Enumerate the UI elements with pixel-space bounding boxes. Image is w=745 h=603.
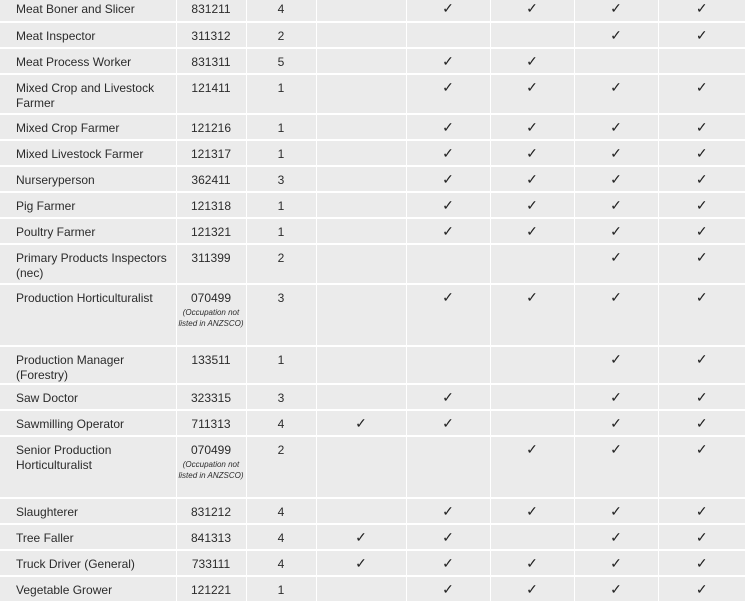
- check-cell-4: [574, 524, 658, 550]
- anzsco-code: 323315: [190, 391, 232, 405]
- checkmark-icon: ✓: [442, 79, 454, 95]
- level-cell: 5: [246, 48, 316, 74]
- checkmark-icon: ✓: [442, 503, 454, 519]
- checkmark-icon: ✓: [442, 415, 454, 431]
- occupation-cell: Mixed Crop Farmer: [0, 114, 176, 140]
- checkmark-icon: ✓: [695, 145, 708, 161]
- anzsco-code: 311399: [191, 251, 231, 265]
- checkmark-icon: ✓: [610, 223, 622, 239]
- occupation-cell: Mixed Livestock Farmer: [0, 140, 176, 166]
- level-cell: 4: [246, 410, 316, 436]
- check-cell-3: [490, 498, 574, 524]
- checkmark-icon: ✓: [526, 145, 538, 161]
- checkmark-icon: ✓: [695, 289, 708, 305]
- anzsco-code: 070499: [190, 291, 232, 305]
- checkmark-icon: ✓: [610, 171, 622, 187]
- checkmark-icon: ✓: [610, 581, 622, 597]
- anzsco-code: 311312: [191, 29, 231, 43]
- check-cell-2: [406, 284, 490, 346]
- occupation-cell: Mixed Crop and Livestock Farmer: [0, 74, 176, 114]
- checkmark-icon: ✓: [695, 503, 708, 519]
- checkmark-icon: ✓: [526, 223, 538, 239]
- check-cell-4: [574, 436, 658, 498]
- checkmark-icon: ✓: [610, 503, 622, 519]
- check-cell-4: [574, 244, 658, 284]
- table-row: [0, 436, 745, 498]
- code-note: (Occupation not listed in ANZSCO): [178, 460, 244, 480]
- check-cell-2: [406, 0, 490, 22]
- checkmark-icon: ✓: [442, 53, 454, 69]
- checkmark-icon: ✓: [695, 441, 708, 457]
- occupation-cell: Nurseryperson: [0, 166, 176, 192]
- code-cell: [176, 384, 246, 410]
- checkmark-icon: ✓: [695, 197, 708, 213]
- table-row: [0, 48, 745, 74]
- occupation-cell: Meat Inspector: [0, 22, 176, 48]
- table-row: [0, 550, 745, 576]
- check-cell-3: [490, 0, 574, 22]
- check-cell-1: [316, 22, 406, 48]
- checkmark-icon: ✓: [442, 555, 454, 571]
- code-cell: [176, 48, 246, 74]
- checkmark-icon: ✓: [695, 581, 708, 597]
- check-cell-2: [406, 498, 490, 524]
- check-cell-5: [658, 384, 745, 410]
- checkmark-icon: ✓: [526, 441, 538, 457]
- code-cell: [176, 346, 246, 384]
- table-row: [0, 114, 745, 140]
- level-cell: 4: [246, 0, 316, 22]
- code-cell: [176, 114, 246, 140]
- check-cell-3: [490, 346, 574, 384]
- occupation-cell: Saw Doctor: [0, 384, 176, 410]
- anzsco-code: 121216: [190, 121, 232, 135]
- checkmark-icon: ✓: [526, 197, 538, 213]
- level-cell: 1: [246, 192, 316, 218]
- check-cell-2: [406, 244, 490, 284]
- code-cell: [176, 0, 246, 22]
- code-cell: [176, 576, 246, 602]
- checkmark-icon: ✓: [695, 415, 708, 431]
- table-row: [0, 498, 745, 524]
- checkmark-icon: ✓: [610, 289, 622, 305]
- occupation-cell: Poultry Farmer: [0, 218, 176, 244]
- check-cell-1: [316, 48, 406, 74]
- check-cell-1: [316, 192, 406, 218]
- check-cell-2: [406, 140, 490, 166]
- check-cell-2: [406, 384, 490, 410]
- checkmark-icon: ✓: [610, 27, 622, 43]
- check-cell-5: [658, 346, 745, 384]
- check-cell-1: [316, 346, 406, 384]
- level-cell: 1: [246, 114, 316, 140]
- checkmark-icon: ✓: [526, 289, 538, 305]
- check-cell-3: [490, 74, 574, 114]
- check-cell-2: [406, 576, 490, 602]
- checkmark-icon: ✓: [610, 441, 622, 457]
- check-cell-1: [316, 244, 406, 284]
- checkmark-icon: ✓: [442, 529, 454, 545]
- checkmark-icon: ✓: [610, 119, 622, 135]
- level-cell: 1: [246, 218, 316, 244]
- checkmark-icon: ✓: [695, 119, 708, 135]
- check-cell-3: [490, 244, 574, 284]
- anzsco-code: 070499: [190, 443, 232, 457]
- checkmark-icon: ✓: [610, 249, 622, 265]
- table-row: [0, 284, 745, 346]
- occupation-cell: Pig Farmer: [0, 192, 176, 218]
- level-cell: 3: [246, 284, 316, 346]
- check-cell-1: [316, 74, 406, 114]
- check-cell-5: [658, 0, 745, 22]
- check-cell-1: [316, 384, 406, 410]
- anzsco-code: 711313: [191, 417, 231, 431]
- table-row: [0, 384, 745, 410]
- level-cell: 4: [246, 550, 316, 576]
- check-cell-1: [316, 436, 406, 498]
- anzsco-code: 121221: [190, 583, 232, 597]
- level-cell: 2: [246, 22, 316, 48]
- checkmark-icon: ✓: [355, 529, 367, 545]
- checkmark-icon: ✓: [695, 249, 708, 265]
- check-cell-2: [406, 48, 490, 74]
- check-cell-2: [406, 114, 490, 140]
- checkmark-icon: ✓: [695, 555, 708, 571]
- check-cell-3: [490, 218, 574, 244]
- code-cell: [176, 284, 246, 346]
- check-cell-4: [574, 218, 658, 244]
- check-cell-2: [406, 346, 490, 384]
- check-cell-2: [406, 550, 490, 576]
- checkmark-icon: ✓: [526, 53, 538, 69]
- checkmark-icon: ✓: [442, 289, 454, 305]
- anzsco-code: 133511: [191, 353, 231, 367]
- anzsco-code: 733111: [191, 557, 231, 571]
- check-cell-2: [406, 436, 490, 498]
- checkmark-icon: ✓: [442, 223, 454, 239]
- check-cell-5: [658, 114, 745, 140]
- check-cell-2: [406, 410, 490, 436]
- check-cell-1: [316, 498, 406, 524]
- code-note: (Occupation not listed in ANZSCO): [178, 308, 244, 328]
- check-cell-2: [406, 22, 490, 48]
- checkmark-icon: ✓: [610, 145, 622, 161]
- code-cell: [176, 436, 246, 498]
- checkmark-icon: ✓: [442, 145, 454, 161]
- check-cell-5: [658, 166, 745, 192]
- check-cell-4: [574, 576, 658, 602]
- check-cell-3: [490, 48, 574, 74]
- checkmark-icon: ✓: [526, 555, 538, 571]
- code-cell: [176, 192, 246, 218]
- checkmark-icon: ✓: [695, 0, 708, 16]
- check-cell-4: [574, 284, 658, 346]
- table-row: [0, 166, 745, 192]
- table-row: [0, 140, 745, 166]
- check-cell-1: [316, 0, 406, 22]
- code-cell: [176, 550, 246, 576]
- checkmark-icon: ✓: [610, 415, 622, 431]
- check-cell-4: [574, 192, 658, 218]
- table-row: [0, 576, 745, 602]
- occupation-cell: Meat Boner and Slicer: [0, 0, 176, 22]
- check-cell-4: [574, 550, 658, 576]
- checkmark-icon: ✓: [610, 389, 622, 405]
- check-cell-5: [658, 48, 745, 74]
- code-cell: [176, 166, 246, 192]
- check-cell-3: [490, 192, 574, 218]
- checkmark-icon: ✓: [610, 197, 622, 213]
- check-cell-3: [490, 22, 574, 48]
- check-cell-2: [406, 74, 490, 114]
- occupation-cell: Tree Faller: [0, 524, 176, 550]
- table-row: [0, 192, 745, 218]
- check-cell-3: [490, 166, 574, 192]
- level-cell: 4: [246, 524, 316, 550]
- table-row: [0, 74, 745, 114]
- check-cell-4: [574, 48, 658, 74]
- checkmark-icon: ✓: [442, 119, 454, 135]
- checkmark-icon: ✓: [526, 0, 538, 16]
- occupation-cell: Production Horticulturalist: [0, 284, 176, 346]
- check-cell-1: [316, 524, 406, 550]
- anzsco-code: 831211: [191, 2, 231, 16]
- code-cell: [176, 22, 246, 48]
- checkmark-icon: ✓: [442, 0, 454, 16]
- level-cell: 1: [246, 346, 316, 384]
- checkmark-icon: ✓: [695, 351, 708, 367]
- check-cell-1: [316, 576, 406, 602]
- check-cell-2: [406, 218, 490, 244]
- table-row: [0, 244, 745, 284]
- check-cell-3: [490, 140, 574, 166]
- table-row: [0, 410, 745, 436]
- check-cell-1: [316, 284, 406, 346]
- code-cell: [176, 410, 246, 436]
- checkmark-icon: ✓: [610, 555, 622, 571]
- check-cell-4: [574, 166, 658, 192]
- checkmark-icon: ✓: [695, 79, 708, 95]
- level-cell: 1: [246, 576, 316, 602]
- table-row: [0, 22, 745, 48]
- check-cell-3: [490, 576, 574, 602]
- check-cell-2: [406, 166, 490, 192]
- anzsco-code: 121318: [190, 199, 232, 213]
- level-cell: 4: [246, 498, 316, 524]
- check-cell-2: [406, 192, 490, 218]
- level-cell: 2: [246, 436, 316, 498]
- table-row: [0, 0, 745, 22]
- checkmark-icon: ✓: [442, 197, 454, 213]
- anzsco-code: 831212: [190, 505, 232, 519]
- code-cell: [176, 244, 246, 284]
- checkmark-icon: ✓: [355, 555, 367, 571]
- check-cell-4: [574, 0, 658, 22]
- code-cell: [176, 74, 246, 114]
- code-cell: [176, 524, 246, 550]
- anzsco-code: 831311: [191, 55, 231, 69]
- checkmark-icon: ✓: [695, 389, 708, 405]
- checkmark-icon: ✓: [695, 529, 708, 545]
- check-cell-1: [316, 114, 406, 140]
- table-row: [0, 346, 745, 384]
- check-cell-4: [574, 498, 658, 524]
- check-cell-4: [574, 384, 658, 410]
- occupation-cell: Truck Driver (General): [0, 550, 176, 576]
- anzsco-code: 121317: [190, 147, 232, 161]
- occupation-cell: Sawmilling Operator: [0, 410, 176, 436]
- checkmark-icon: ✓: [526, 119, 538, 135]
- check-cell-5: [658, 74, 745, 114]
- check-cell-3: [490, 114, 574, 140]
- checkmark-icon: ✓: [610, 79, 622, 95]
- check-cell-3: [490, 550, 574, 576]
- table-row: [0, 524, 745, 550]
- check-cell-3: [490, 384, 574, 410]
- checkmark-icon: ✓: [610, 529, 622, 545]
- checkmark-icon: ✓: [442, 171, 454, 187]
- check-cell-5: [658, 140, 745, 166]
- occupation-cell: Senior Production Horticulturalist: [0, 436, 176, 498]
- anzsco-code: 121411: [191, 81, 231, 95]
- code-cell: [176, 218, 246, 244]
- check-cell-5: [658, 284, 745, 346]
- checkmark-icon: ✓: [526, 503, 538, 519]
- checkmark-icon: ✓: [695, 27, 708, 43]
- check-cell-3: [490, 524, 574, 550]
- occupation-cell: Production Manager (Forestry): [0, 346, 176, 384]
- check-cell-5: [658, 498, 745, 524]
- check-cell-4: [574, 22, 658, 48]
- anzsco-code: 841313: [190, 531, 232, 545]
- check-cell-1: [316, 550, 406, 576]
- checkmark-icon: ✓: [610, 0, 622, 16]
- anzsco-code: 362411: [191, 173, 231, 187]
- checkmark-icon: ✓: [695, 171, 708, 187]
- checkmark-icon: ✓: [610, 351, 622, 367]
- checkmark-icon: ✓: [442, 581, 454, 597]
- check-cell-1: [316, 166, 406, 192]
- check-cell-5: [658, 550, 745, 576]
- level-cell: 3: [246, 384, 316, 410]
- check-cell-5: [658, 244, 745, 284]
- level-cell: 3: [246, 166, 316, 192]
- checkmark-icon: ✓: [526, 79, 538, 95]
- check-cell-5: [658, 218, 745, 244]
- code-cell: [176, 140, 246, 166]
- check-cell-4: [574, 114, 658, 140]
- check-cell-1: [316, 410, 406, 436]
- check-cell-1: [316, 218, 406, 244]
- checkmark-icon: ✓: [695, 223, 708, 239]
- checkmark-icon: ✓: [355, 415, 367, 431]
- check-cell-5: [658, 410, 745, 436]
- checkmark-icon: ✓: [526, 171, 538, 187]
- check-cell-5: [658, 436, 745, 498]
- table-row: [0, 218, 745, 244]
- level-cell: 2: [246, 244, 316, 284]
- occupation-cell: Meat Process Worker: [0, 48, 176, 74]
- check-cell-3: [490, 410, 574, 436]
- check-cell-3: [490, 436, 574, 498]
- occupation-cell: Slaughterer: [0, 498, 176, 524]
- check-cell-2: [406, 524, 490, 550]
- check-cell-4: [574, 346, 658, 384]
- occupation-cell: Primary Products Inspectors (nec): [0, 244, 176, 284]
- check-cell-1: [316, 140, 406, 166]
- check-cell-5: [658, 192, 745, 218]
- checkmark-icon: ✓: [526, 581, 538, 597]
- code-cell: [176, 498, 246, 524]
- level-cell: 1: [246, 74, 316, 114]
- check-cell-4: [574, 74, 658, 114]
- check-cell-4: [574, 410, 658, 436]
- level-cell: 1: [246, 140, 316, 166]
- check-cell-4: [574, 140, 658, 166]
- check-cell-5: [658, 524, 745, 550]
- anzsco-code: 121321: [190, 225, 232, 239]
- check-cell-5: [658, 22, 745, 48]
- occupation-cell: Vegetable Grower: [0, 576, 176, 602]
- check-cell-3: [490, 284, 574, 346]
- checkmark-icon: ✓: [442, 389, 454, 405]
- check-cell-5: [658, 576, 745, 602]
